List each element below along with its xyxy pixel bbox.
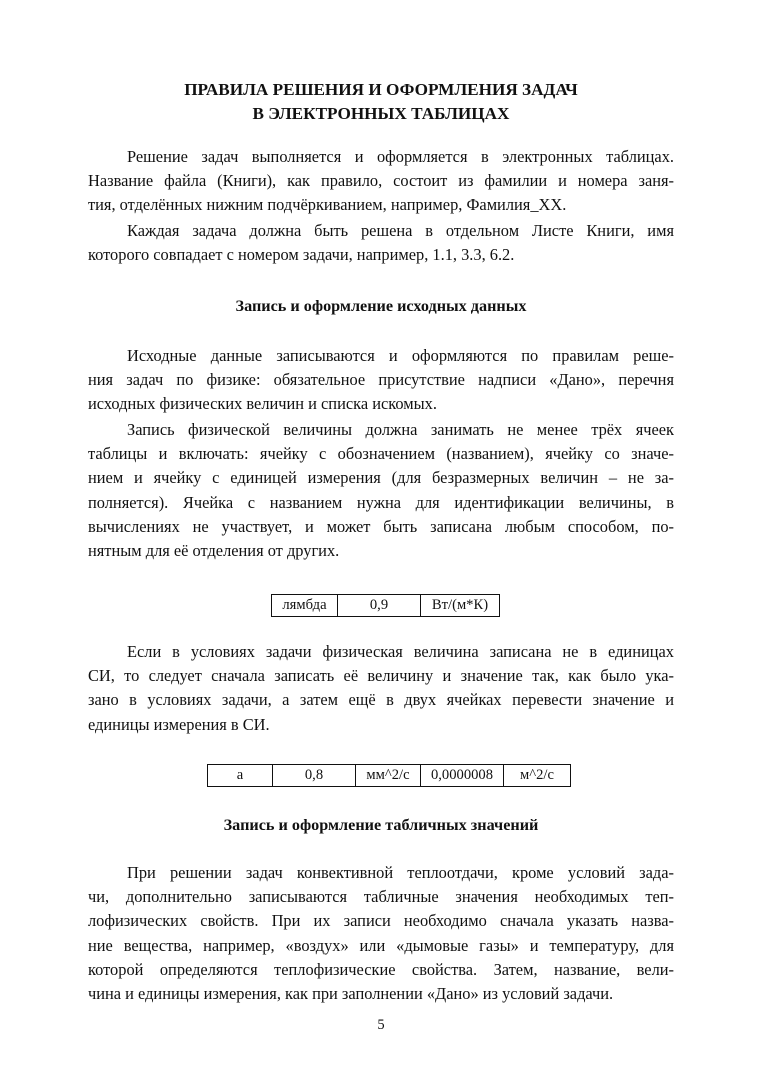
text-line: полняется). Ячейка с названием нужна для идентификации величины, в <box>88 492 674 512</box>
text-line: лофизических свойств. При их записи необходимо сначала указать назва- <box>88 911 674 931</box>
page-number: 5 <box>377 1017 385 1033</box>
table-cell-value: 0,8 <box>273 765 356 787</box>
text-line: Если в условиях задачи физическая величина записана не в единицах <box>127 642 674 661</box>
table-row <box>272 595 500 617</box>
source-data-paragraph-3 <box>88 640 674 737</box>
table-cell-name: а <box>208 765 273 787</box>
text-line: исходных физических величин и списка искомых. <box>88 394 437 414</box>
text-line: чина и единицы измерения, как при заполнении «Дано» из условий задачи. <box>88 984 614 1004</box>
text-line: зано в условиях задачи, а затем ещё в двух ячейках перевести значение и <box>88 690 674 710</box>
text-line: Исходные данные записываются и оформляются по правилам реше- <box>127 346 674 365</box>
page-title-line-2: В ЭЛЕКТРОННЫХ ТАБЛИЦАХ <box>252 104 510 123</box>
table-cell-name: лямбда <box>272 595 338 617</box>
text-line: СИ, то следует сначала записать её величину и значение так, как было ука- <box>88 666 674 686</box>
example-table-lambda <box>271 594 500 617</box>
table-cell-si-value: 0,0000008 <box>421 765 504 787</box>
section-heading-table-values: Запись и оформление табличных значений <box>223 816 539 834</box>
table-values-paragraph-1 <box>88 861 674 1006</box>
text-line: которого совпадает с номером задачи, например, 1.1, 3.3, 6.2. <box>88 245 515 265</box>
text-line: нием и ячейку с единицей измерения (для безразмерных величин – не за- <box>88 468 674 488</box>
text-line: чи, дополнительно записываются табличные значения необходимых теп- <box>88 887 674 907</box>
table-cell-si-unit: м^2/с <box>504 765 571 787</box>
table-cell-value: 0,9 <box>338 595 421 617</box>
source-data-paragraph-2 <box>88 418 674 563</box>
text-line: Название файла (Книги), как правило, состоит из фамилии и номера заня- <box>88 171 674 191</box>
document-page <box>88 0 674 1080</box>
text-line: Решение задач выполняется и оформляется в электронных таблицах. <box>127 147 674 166</box>
text-line: которой определяются теплофизические свойства. Затем, название, вели- <box>88 959 674 979</box>
section-heading-source-data: Запись и оформление исходных данных <box>235 297 527 315</box>
example-table-conversion <box>207 764 571 787</box>
table-cell-unit: Вт/(м*К) <box>421 595 500 617</box>
source-data-paragraph-1 <box>88 344 674 417</box>
intro-paragraph-2 <box>88 219 674 267</box>
text-line: нятным для её отделения от других. <box>88 541 340 561</box>
text-line: единицы измерения в СИ. <box>88 714 270 734</box>
text-line: Каждая задача должна быть решена в отдельном Листе Книги, имя <box>127 221 674 240</box>
table-row <box>208 765 571 787</box>
text-line: ния задач по физике: обязательное присутствие надписи «Дано», перечня <box>88 370 674 390</box>
page-title <box>88 78 674 126</box>
text-line: ние вещества, например, «воздух» или «дымовые газы» и температуру, для <box>88 935 674 955</box>
text-line: вычислениях не участвует, и может быть записана любым способом, по- <box>88 516 674 536</box>
text-line: Запись физической величины должна занимать не менее трёх ячеек <box>127 420 674 439</box>
page-title-line-1: ПРАВИЛА РЕШЕНИЯ И ОФОРМЛЕНИЯ ЗАДАЧ <box>184 80 578 99</box>
table-cell-unit: мм^2/с <box>356 765 421 787</box>
text-line: При решении задач конвективной теплоотдачи, кроме условий зада- <box>127 863 674 882</box>
text-line: таблицы и включать: ячейку с обозначением (названием), ячейку со значе- <box>88 444 674 464</box>
text-line: тия, отделённых нижним подчёркиванием, например, Фамилия_ХХ. <box>88 195 567 215</box>
intro-paragraph-1 <box>88 145 674 218</box>
